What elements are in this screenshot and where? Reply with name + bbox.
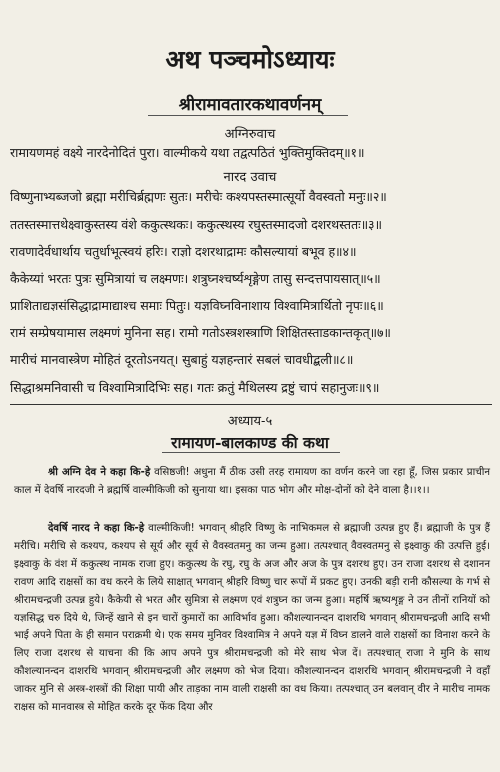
hindi-heading: रामायण-बालकाण्ड की कथा [171,433,329,452]
verse-6: प्राशिताद्यज्ञसंसिद्धाद्रामाद्याश्च समाः पितुः। यज्ञविघ्नविनाशाय विश्वामित्रार्थितो नृपः॥६॥ [10,298,384,313]
paragraph-2-text: वाल्मीकिजी! भगवान् श्रीहरि विष्णु के नाभिकमल से ब्रह्माजी उत्पन्न हुए हैं। ब्रह्माजी के पुत्र हैं मरीचि। मरीचि से कश्यप, कश्यप से सूर्य और सूर्य से वैवस्वतमनु का जन्म हुआ। तत्पश्चात् वैवस्वतमनु से इक्ष्वाकु की उत्पत्ति हुई। इक्ष्वाकु के वंश में ककुत्स्थ नामक राजा हुए। ककुत्स्थ के रघु, रघु के अज और अज के पुत्र दशरथ हुए। उन राजा दशरथ से दशानन रावण आदि राक्षसों का वध करने के लिये साक्षात् भगवान् श्रीहरि विष्णु चार रूपों में प्रकट हुए। उनकी बड़ी रानी कौसल्या के गर्भ से श्रीरामचन्द्रजी उत्पन्न हुये। कैकेयी से भरत और सुमित्रा से लक्ष्मण एवं शत्रुघ्न का जन्म हुआ। महर्षि ऋष्यशृङ्ग ने उन तीनों रानियों को यज्ञसिद्ध चरु दिये थे, जिन्हें खाने से इन चारों कुमारों का आविर्भाव हुआ। कौशल्यानन्दन दाशरथि भगवान् श्रीरामचन्द्रजी आदि सभी भाई अपने पिता के ही समान पराक्रमी थे। एक समय मुनिवर विश्वामित्र ने अपने यज्ञ में विघ्न डालने वाले राक्षसों का विनाश करने के लिए राजा दशरथ से याचना की कि आप अपने पुत्र श्रीरामचन्द्रजी को मेरे साथ भेज दें। तत्पश्चात् राजा ने मुनि के साथ कौशल्यानन्दन दाशरथि भगवान् श्रीरामचन्द्रजी और लक्ष्मण को भेज दिया। कौशल्यानन्दन दाशरथि भगवान् श्रीरामचन्द्रजी ने वहाँ जाकर मुनि से अस्त्र-शस्त्रों की शिक्षा पायी और ताड़का नाम वाली राक्षसी का वध किया। तत्पश्चात् उन बलवान् वीर ने मारीच नामक राक्षस को मानवास्त्र से मोहित करके दूर फेंक दिया और [14,523,490,714]
chapter-title: अथ पञ्चमोऽध्यायः [165,45,335,74]
verse-4: रावणादेर्वधार्थाय चतुर्धाभूत्स्वयं हरिः। राज्ञो दशरथाद्रामः कौसल्यायां बभूव ह॥४॥ [10,244,357,259]
subtitle-underline [148,115,348,116]
verse-end-rule [10,404,492,405]
chapter-subtitle: श्रीरामावतारकथावर्णनम् [178,95,322,115]
verse-2: विष्णुनाभ्यब्जजो ब्रह्मा मरीचिर्ब्रह्मणः सुतः। मरीचेः कश्यपस्तस्मात्सूर्यो वैवस्वतो मनुः॥२॥ [10,189,387,204]
verse-7: रामं सम्प्रेषयामास लक्ष्मणं मुनिना सह। रामो गतोऽस्त्रशस्त्राणि शिक्षितस्ताडकान्तकृत्॥७॥ [10,325,391,340]
paragraph-1-lead: श्री अग्नि देव ने कहा कि-हे [48,467,151,478]
verse-1: रामायणमहं वक्ष्ये नारदेनोदितं पुरा। वाल्मीकये यथा तद्वत्पठितं भुक्तिमुक्तिदम्॥१॥ [10,145,365,160]
chapter-number: अध्याय-५ [227,414,273,429]
speaker-narada: नारद उवाच [223,170,277,185]
verse-8: मारीचं मानवास्त्रेण मोहितं दूरतोऽनयत्। सुबाहुं यज्ञहन्तारं सबलं चावधीद्बली॥८॥ [10,352,354,367]
paragraph-1-text: वसिष्ठजी! अधुना मैं ठीक उसी तरह रामायण का वर्णन करने जा रहा हूँ, जिस प्रकार प्राचीन काल में देवर्षि नारदजी ने ब्रह्मर्षि वाल्मीकिजी को सुनाया था। इसका पाठ भोग और मोक्ष-दोनों को देने वाला है।।१।। [14,467,490,496]
paragraph-2-lead: देवर्षि नारद ने कहा कि-हे [48,523,145,534]
verse-3: ततस्तस्मात्तथेक्ष्वाकुस्तस्य वंशे ककुत्स्थकः। ककुत्स्थस्य रघुस्तस्मादजो दशरथस्ततः॥३॥ [10,217,382,232]
paragraph-2 [14,520,490,717]
hindi-heading-underline [162,452,340,453]
paragraph-1 [14,464,490,500]
speaker-agni: अग्निरुवाच [224,127,276,142]
verse-9: सिद्धाश्रमनिवासी च विश्वामित्रादिभिः सह। गतः क्रतुं मैथिलस्य द्रष्टुं चापं सहानुजः॥९॥ [10,380,380,395]
verse-5: कैकेय्यां भरतः पुत्रः सुमित्रायां च लक्ष्मणः। शत्रुघ्नश्चर्ष्यशृङ्गेण तासु सन्दत्तपायसात्॥५॥ [10,271,381,286]
